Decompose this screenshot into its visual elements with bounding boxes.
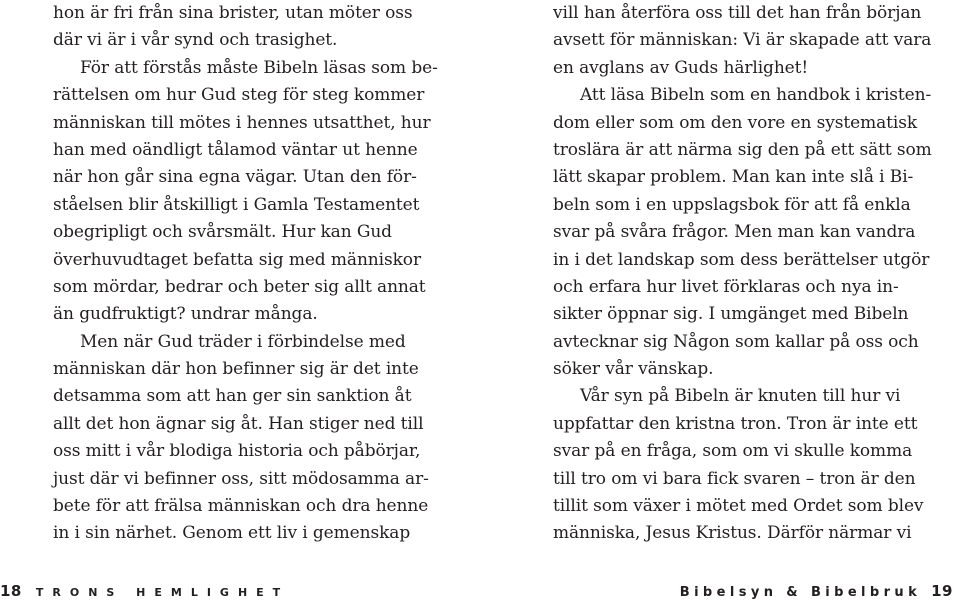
text-line: än gudfruktigt? undrar många. bbox=[53, 304, 318, 325]
text-line: hon är fri från sina brister, utan möter oss bbox=[53, 3, 413, 23]
text-line: ståelsen blir åtskilligt i Gamla Testamentet bbox=[53, 194, 420, 215]
text-line: som mördar, bedrar och beter sig allt annat bbox=[53, 276, 426, 297]
text-line: överhuvudtaget befatta sig med människor bbox=[53, 249, 421, 270]
text-line: avsett för människan: Vi är skapade att vara bbox=[553, 30, 932, 51]
text-line: in i det landskap som dess berättelser utgör bbox=[553, 249, 930, 270]
text-line: människan till mötes i hennes utsatthet, hur bbox=[53, 112, 431, 133]
running-head: Bibelsyn & Bibelbruk bbox=[679, 585, 922, 600]
text-line: rättelsen om hur Gud steg för steg kommer bbox=[53, 85, 425, 106]
text-line: detsamma som att han ger sin sanktion åt bbox=[53, 386, 412, 407]
text-line: Att läsa Bibeln som en handbok i kristen- bbox=[580, 85, 932, 106]
text-line: söker vår vänskap. bbox=[553, 359, 714, 380]
text-line: till tro om vi bara fick svaren – tron är den bbox=[553, 468, 916, 489]
text-line: sikter öppnar sig. I umgänget med Bibeln bbox=[553, 304, 909, 325]
text-line: tillit som växer i mötet med Ordet som blev bbox=[553, 496, 924, 517]
text-line: avtecknar sig Någon som kallar på oss och bbox=[553, 331, 919, 352]
text-line: oss mitt i vår blodiga historia och påbörjar, bbox=[53, 441, 421, 462]
right-text-column bbox=[553, 0, 932, 548]
text-line: dom eller som om den vore en systematisk bbox=[553, 112, 918, 133]
text-line: när hon går sina egna vägar. Utan den för- bbox=[53, 167, 417, 188]
page-number: 19 bbox=[931, 582, 953, 600]
text-line: människa, Jesus Kristus. Därför närmar vi bbox=[553, 523, 912, 544]
text-line: svar på svåra frågor. Men man kan vandra bbox=[553, 222, 916, 243]
right-footer bbox=[680, 580, 953, 602]
text-line: lätt skapar problem. Man kan inte slå i Bi- bbox=[553, 167, 914, 188]
left-text-column bbox=[53, 0, 438, 548]
text-line: allt det hon ägnar sig åt. Han stiger ned till bbox=[53, 413, 424, 434]
text-line: För att förstås måste Bibeln läsas som be- bbox=[80, 57, 438, 78]
text-line: en avglans av Guds härlighet! bbox=[553, 57, 809, 78]
text-line: och erfara hur livet förklaras och nya in- bbox=[553, 276, 899, 297]
text-line: han med oändligt tålamod väntar ut henne bbox=[53, 139, 418, 160]
text-line: in i sin närhet. Genom ett liv i gemenskap bbox=[53, 523, 411, 544]
text-line: vill han återföra oss till det han från början bbox=[553, 3, 922, 23]
page-number: 18 bbox=[0, 582, 22, 600]
text-line: människan där hon befinner sig är det inte bbox=[53, 359, 419, 380]
left-footer bbox=[0, 580, 289, 602]
text-line: troslära är att närma sig den på ett sätt som bbox=[553, 139, 932, 160]
text-line: obegripligt och svårsmält. Hur kan Gud bbox=[53, 222, 392, 243]
text-line: uppfattar den kristna tron. Tron är inte ett bbox=[553, 413, 918, 434]
text-line: beln som i en uppslagsbok för att få enkla bbox=[553, 194, 911, 215]
text-line: bete för att frälsa människan och dra henne bbox=[53, 496, 429, 517]
left-page bbox=[0, 0, 479, 603]
text-line: Men när Gud träder i förbindelse med bbox=[80, 331, 406, 352]
running-head: TRONS HEMLIGHET bbox=[35, 586, 290, 599]
text-line: svar på en fråga, som om vi skulle komma bbox=[553, 441, 913, 462]
text-line: just där vi befinner oss, sitt mödosamma ar- bbox=[53, 468, 429, 489]
right-page bbox=[480, 0, 959, 603]
text-line: Vår syn på Bibeln är knuten till hur vi bbox=[580, 386, 901, 407]
text-line: där vi är i vår synd och trasighet. bbox=[53, 30, 338, 51]
